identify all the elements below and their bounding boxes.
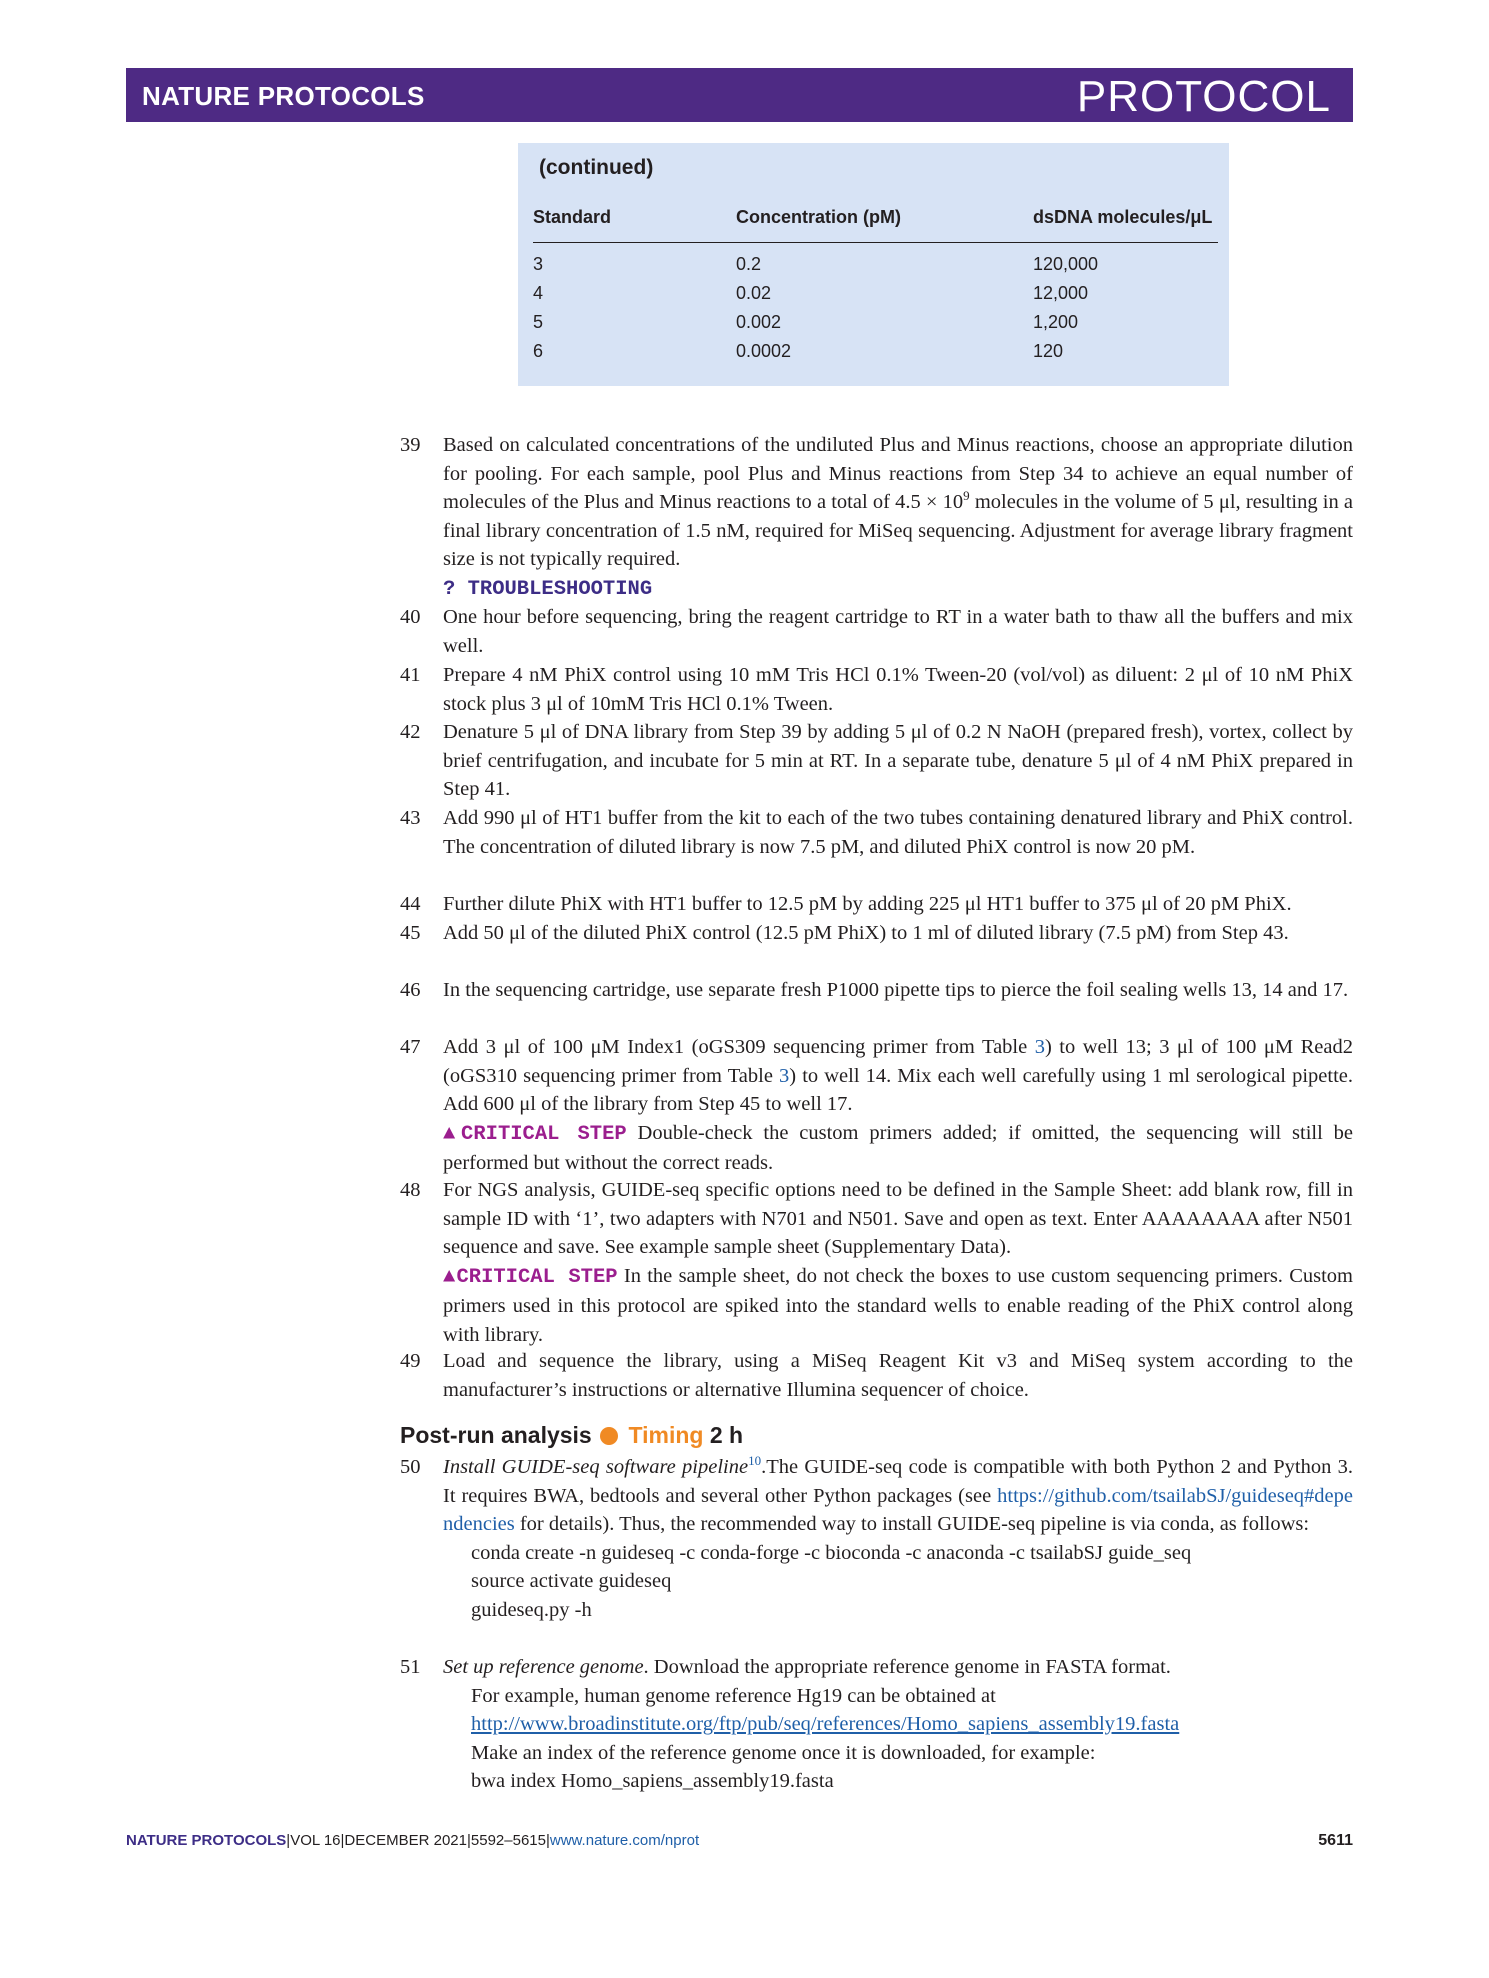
step-39: [400, 431, 1353, 605]
step-number: 50: [400, 1456, 421, 1478]
table-cell: 120: [1033, 341, 1064, 361]
step-48: [400, 1176, 1353, 1350]
timing-value: 2 h: [709, 1422, 744, 1448]
table-cell: 0.02: [736, 283, 772, 303]
step-number: 49: [400, 1350, 421, 1372]
journal-header-bar: [126, 68, 1353, 122]
command-line: bwa index Homo_sapiens_assembly19.fasta: [471, 1770, 834, 1793]
step-42: [400, 718, 1353, 804]
column-header: Standard: [533, 207, 612, 227]
github-link[interactable]: https://github.com/tsailabSJ/guideseq#dependencies: [443, 1484, 1353, 1536]
table-ref-link[interactable]: 3: [779, 1064, 790, 1087]
table-cell: 1,200: [1033, 312, 1079, 332]
table-cell: 120,000: [1033, 254, 1099, 274]
step-47: [400, 1033, 1353, 1178]
critical-step-note: ▲CRITICAL STEP Double-check the custom primers added; if omitted, the sequencing will still be performed but without the correct reads.: [443, 1121, 1354, 1175]
step-number: 42: [400, 721, 421, 743]
article-type: PROTOCOL: [1076, 72, 1331, 121]
command-line: guideseq.py -h: [471, 1598, 592, 1621]
command-line: conda create -n guideseq -c conda-forge -c bioconda -c anaconda -c tsailabSJ guide_seq: [471, 1541, 1192, 1564]
critical-step-label: ▲CRITICAL STEP: [443, 1265, 618, 1289]
step-number: 43: [400, 807, 421, 829]
step-text: For NGS analysis, GUIDE-seq specific options need to be defined in the Sample Sheet: add blank row, fill in sample ID with ‘1’, two adapters with N701 and N501. Save and open as text. Enter AAAAAAAA after N501 sequence and save. See example sample sheet (Supplementary Data).: [443, 1179, 1353, 1259]
critical-step-note: ▲CRITICAL STEP In the sample sheet, do not check the boxes to use custom sequencing primers. Custom primers used in this protocol are spiked into the standard wells to enable reading of the PhiX control along with library.: [443, 1264, 1354, 1346]
footer-url-link[interactable]: www.nature.com/nprot: [549, 1832, 700, 1849]
step-text: Add 990 μl of HT1 buffer from the kit to each of the two tubes containing denatured library and PhiX control. The concentration of diluted library is now 7.5 pM, and diluted PhiX control is now 20 pM.: [443, 807, 1353, 858]
section-title: Post-run analysis: [400, 1422, 592, 1448]
step-text: In the sequencing cartridge, use separate fresh P1000 pipette tips to pierce the foil sealing wells 13, 14 and 17.: [443, 979, 1349, 1001]
step-43: [400, 804, 1353, 861]
step-text: Denature 5 μl of DNA library from Step 39 by adding 5 μl of 0.2 N NaOH (prepared fresh), vortex, collect by brief centrifugation, and incubate for 5 min at RT. In a separate tube, denature 5 μl of 4 nM PhiX prepared in Step 41.: [443, 721, 1353, 801]
step-text: Based on calculated concentrations of the undiluted Plus and Minus reactions, choose an appropriate dilution for pooling. For each sample, pool Plus and Minus reactions from Step 34 to achieve an equal number of molecules of the Plus and Minus reactions to a total of $4.5 \times 10^9$ molecules in the volume of 5 μl, resulting in a final library concentration of 1.5 nM, required for MiSeq sequencing. Adjustment for average library fragment size is not typically required.: [443, 434, 1354, 571]
step-45: [400, 919, 1353, 948]
step-number: 47: [400, 1036, 421, 1058]
step-number: 40: [400, 606, 421, 628]
table-cell: 0.2: [736, 254, 762, 274]
standards-table: [518, 143, 1229, 386]
step-text: Add 3 μl of 100 μM Index1 (oGS309 sequencing primer from Table 3) to well 13; 3 μl of 100 μM Read2 (oGS310 sequencing primer from Table 3) to well 14. Mix each well carefully using 1 ml serological pipette. Add 600 μl of the library from Step 45 to well 17.: [443, 1036, 1353, 1116]
post-run-heading: [400, 1422, 743, 1449]
footer-journal: NATURE PROTOCOLS: [126, 1832, 287, 1849]
step-text: Install GUIDE-seq software pipeline$^{10}$.The GUIDE-seq code is compatible with both Python 2 and Python 3. It requires BWA, bedtools and several other Python packages (see https://github.com/tsailabSJ/guideseq#dependencies for details). Thus, the recommended way to install GUIDE-seq pipeline is via conda, as follows:: [443, 1453, 1354, 1536]
footer-volume: VOL 16: [290, 1832, 341, 1849]
step-text: Set up reference genome. Download the appropriate reference genome in FASTA format.: [443, 1656, 1171, 1678]
reference-link[interactable]: 10: [748, 1453, 762, 1469]
footer-date: DECEMBER 2021: [344, 1832, 467, 1849]
step-46: [400, 976, 1353, 1005]
step-text: Prepare 4 nM PhiX control using 10 mM Tris HCl 0.1% Tween-20 (vol/vol) as diluent: 2 μl of 10 nM PhiX stock plus 3 μl of 10mM Tris HCl 0.1% Tween.: [443, 664, 1353, 715]
info-line: For example, human genome reference Hg19 can be obtained at: [471, 1684, 996, 1707]
step-49: [400, 1347, 1353, 1404]
step-44: [400, 890, 1353, 919]
step-number: 45: [400, 922, 421, 944]
step-number: 41: [400, 664, 421, 686]
step-41: [400, 661, 1353, 718]
step-51: [400, 1653, 1353, 1796]
step-text: One hour before sequencing, bring the reagent cartridge to RT in a water bath to thaw all the buffers and mix well.: [443, 606, 1353, 657]
table-cell: 0.0002: [736, 341, 792, 361]
column-header: dsDNA molecules/μL: [1033, 207, 1213, 227]
timing-dot-icon: [600, 1427, 618, 1445]
step-number: 44: [400, 893, 421, 915]
step-50: [400, 1453, 1353, 1625]
table-cell: 12,000: [1033, 283, 1089, 303]
page-footer: NATURE PROTOCOLS|VOL 16|DECEMBER 2021|5592–5615|www.nature.com/nprot: [126, 1832, 700, 1849]
reference-genome-info: [443, 1682, 1353, 1796]
step-text: Load and sequence the library, using a MiSeq Reagent Kit v3 and MiSeq system according to the manufacturer’s instructions or alternative Illumina sequencer of choice.: [443, 1350, 1353, 1401]
column-header: Concentration (pM): [736, 207, 901, 227]
broad-institute-link[interactable]: http://www.broadinstitute.org/ftp/pub/seq/references/Homo_sapiens_assembly19.fasta: [471, 1713, 1180, 1736]
command-block: [443, 1539, 1353, 1625]
table-ref-link[interactable]: 3: [1034, 1036, 1045, 1058]
footer-pages: 5592–5615: [470, 1832, 546, 1849]
step-40: [400, 603, 1353, 660]
step-number: 51: [400, 1656, 421, 1678]
table-cell: 5: [533, 312, 544, 332]
critical-step-label: ▲CRITICAL STEP: [443, 1122, 627, 1146]
timing-label: Timing: [628, 1422, 704, 1448]
journal-name: NATURE PROTOCOLS: [142, 81, 425, 111]
step-text: Further dilute PhiX with HT1 buffer to 12.5 pM by adding 225 μl HT1 buffer to 375 μl of 20 pM PhiX.: [443, 893, 1292, 915]
info-line: Make an index of the reference genome once it is downloaded, for example:: [471, 1741, 1096, 1764]
table-cell: 4: [533, 283, 544, 303]
step-text: Add 50 μl of the diluted PhiX control (12.5 pM PhiX) to 1 ml of diluted library (7.5 pM) from Step 43.: [443, 922, 1289, 944]
table-rule: [533, 242, 1218, 243]
table-cell: 0.002: [736, 312, 782, 332]
step-number: 46: [400, 979, 421, 1001]
troubleshooting-label: ? TROUBLESHOOTING: [443, 577, 653, 601]
step-number: 39: [400, 434, 421, 456]
page-number: 5611: [1318, 1832, 1353, 1849]
table-cell: 6: [533, 341, 544, 361]
table-continued-label: (continued): [539, 156, 654, 179]
step-number: 48: [400, 1179, 421, 1201]
table-cell: 3: [533, 254, 544, 274]
command-line: source activate guideseq: [471, 1570, 672, 1593]
